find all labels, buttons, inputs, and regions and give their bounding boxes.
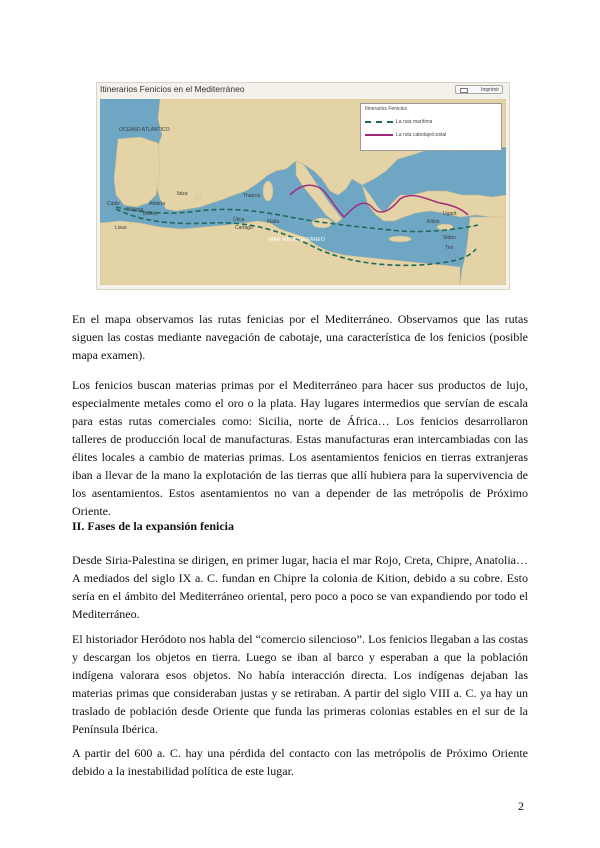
solid-line-icon [365,134,393,136]
map-island-ibiza [195,195,201,199]
map-island-crete [389,236,411,242]
map-label-cartago: Cartago [235,225,253,231]
map-label-adra: (Adra) [143,211,157,217]
printer-icon [460,88,468,93]
legend-label-coastal: La ruta cabotaje/costal [396,132,447,138]
print-button[interactable] [455,85,503,94]
map-legend [360,103,502,151]
paragraph-map-observation: En el mapa observamos las rutas fenicias por el Mediterráneo. Observamos que las rutas siguen las costas mediante navegación de cabotaje, una característica de los fenicios (posible mapa examen). [72,312,528,362]
page-number: 2 [518,799,524,813]
paragraph-contact-loss: A partir del 600 a. C. hay una pérdida del contacto con las metrópolis de Próximo Oriente debido a la inestabilidad política de este lugar. [72,746,528,778]
legend-item-coastal [365,132,446,138]
map-label-cadiz: Cádiz [107,201,120,207]
print-label: Imprimir [480,87,499,93]
map-label-ugarit: Ugarit [443,211,457,217]
map-island-sicily [312,218,332,228]
map-label-utica: Útica [233,217,245,223]
map-label-abdera: Abdera [149,201,166,207]
legend-item-maritime [365,119,432,125]
map-label-tharros: Tharros [243,193,261,199]
section-heading: II. Fases de la expansión fenicia [72,519,235,533]
map-island-sardinia [263,181,273,201]
legend-label-maritime: La ruta marítima [396,119,433,125]
map-label-malta: Malta [267,219,280,225]
map-title: Itinerarios Fenicios en el Mediterráneo [100,84,245,94]
map-label-sidon: Sidón [443,235,456,241]
map-label-ibiza: Ibiza [177,191,188,197]
map-label-kition: Kition [427,219,440,225]
paragraph-expansion-origin: Desde Siria-Palestina se dirigen, en primer lugar, hacia el mar Rojo, Creta, Chipre, Anatolia… A mediados del siglo IX a. C. fundan en Chipre la colonia de Kition, debido a su cobre. Esto sería en el ámbito del Mediterráneo oriental, pero poco a poco se van expandiendo por todo el Mediterráneo. [72,553,528,621]
dashed-line-icon [365,121,393,123]
paragraph-silent-trade: El historiador Heródoto nos habla del “comercio silencioso”. Los fenicios llegaban a las costas y descargan los objetos en tierra. Luego se iban al barco y esperaban a que la población indígena valorara esos objetos. No había interacción directa. Los indígenas dejaban las materias primas que consideraban justas y se retiraban. A partir del siglo VIII a. C. ya hay un traslado de población desde Oriente que funda las primeras colonias estables en el sur de la Península Ibérica. [72,632,528,736]
map-label-lixus: Lixus [115,225,127,231]
paragraph-raw-materials: Los fenicios buscan materias primas por el Mediterráneo para hacer sus productos de lujo, especialmente metales como el oro o la plata. Hay lugares intermedios que servían de escala para estas rutas comerciales como: Sicilia, norte de África… Los fenicios desarrollaron talleres de producción local de manufacturas. Estas manufacturas eran intercambiadas con las élites locales a cambio de materias primas. Los asentamientos fenicios en tierras extranjeras iban a llevar de la mano la explotación de las tierras que allí hubiera para la supervivencia de los asentamientos. Estos asentamientos no van a depender de las metrópolis de Próximo Oriente. [72,378,528,518]
map-land-iberia [114,137,160,207]
map-label-tiro: Tiro [445,245,454,251]
map-figure [96,82,510,290]
map-label-ocean: OCÉANO ATLÁNTICO [119,127,170,133]
legend-title: Itinerarios Fenicios [365,106,407,112]
map-label-malaga: Málaga [127,207,144,213]
map-label-sea: MAR MEDITERRÁNEO [269,237,325,243]
